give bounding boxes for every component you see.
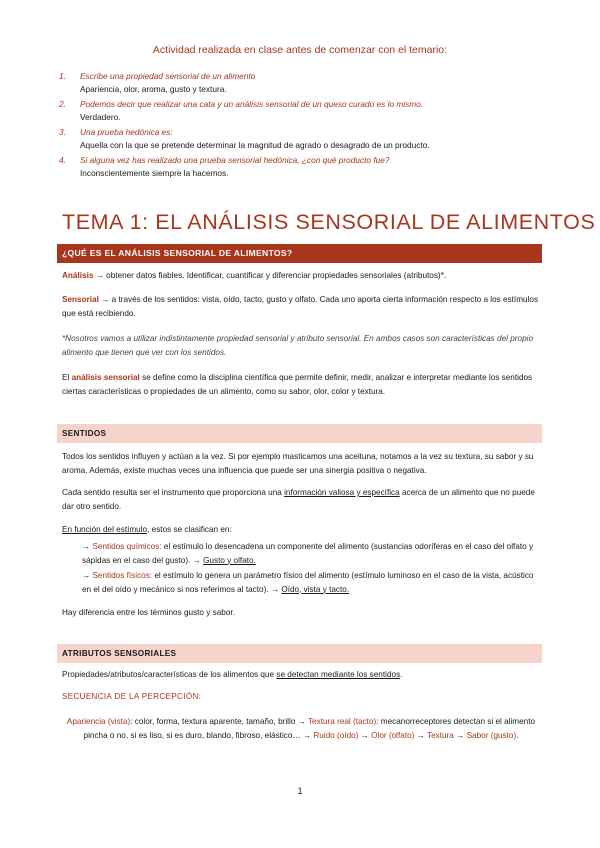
section-header-sentidos: SENTIDOS [57,424,542,443]
paragraph-sentidos-1: Todos los sentidos influyen y actúan a la vez. Si por ejemplo masticamos una aceituna, notamos a la vez su textura, su sabor y su aroma. Además, existe muchas veces una influencia que puede ser una sinergia positiva o negativa. [62,452,534,475]
clasificacion-line: En función del estímulo, estos se clasifican en: [62,525,232,534]
paragraph-atributos: Propiedades/atributos/características de los alimentos que se detectan mediante los sentidos. [62,670,403,679]
arrow-icon: → [82,542,93,551]
arrow-icon: → [82,571,93,580]
secuencia-heading: SECUENCIA DE LA PERCEPCIÓN: [62,692,202,701]
list-item-quimicos: → Sentidos químicos: el estímulo lo desencadena un componente del alimento (sustancias odoríferas en el caso del olfato y sápidas en el caso del gusto). → Gusto y olfato. [82,542,534,565]
paragraph-analisis: Análisis → obtener datos fiables. Identificar, cuantificar y diferenciar propiedades sensoriales (atributos)*. [62,271,447,280]
secuencia-percepcion: Apariencia (vista): color, forma, textura aparente, tamaño, brillo → Textura real (tacto): mecanorreceptores detectan si el alimento pincha o no, si es liso, si es duro, blando, fibroso, elástico… → Ruido (oído) → Olor (olfato) → Textura → Sabor (gusto). [66,717,536,740]
question-item: 3. Una prueba hedónica es: Aquella con la que se pretende determinar la magnitud de agrado o desagrado de un producto. [59,127,430,150]
paragraph-gusto-sabor: Hay diferencia entre los términos gusto y sabor. [62,608,235,617]
page-title: TEMA 1: EL ANÁLISIS SENSORIAL DE ALIMENTOS [62,210,596,234]
list-item-fisicos: → Sentidos físicos: el estímulo lo genera un parámetro físico del alimento (estímulo luminoso en el caso de la vista, acústico en el del oído y mecánico si nos referimos al tacto). → Oído, vista y tacto. [82,571,534,594]
note-paragraph: *Nosotros vamos a utilizar indistintamente propiedad sensorial y atributo sensorial. En ambos casos son características del propio alimento que tienen que ver con los sentidos. [62,334,534,357]
section-header-analisis: ¿QUÉ ES EL ANÁLISIS SENSORIAL DE ALIMENTOS? [57,244,542,263]
page-number: 1 [297,786,303,796]
paragraph-sensorial: Sensorial → a través de los sentidos: vista, oído, tacto, gusto y olfato. Cada uno aporta cierta información respecto a los estímulos que está recibiendo. [62,295,539,318]
intro-title: Actividad realizada en clase antes de comenzar con el temario: [152,44,448,56]
paragraph-sentidos-2: Cada sentido resulta ser el instrumento que proporciona una información valiosa y específica acerca de un alimento que no puede dar otro sentido. [62,488,535,511]
definition-paragraph: El análisis sensorial se define como la disciplina científica que permite definir, medir, analizar e interpretar mediante los sentidos ciertas características o propiedades de un alimento, como su sabor, olor, color y textura. [62,373,533,396]
section-header-atributos: ATRIBUTOS SENSORIALES [57,644,542,663]
question-item: 4. Si alguna vez has realizado una prueba sensorial hedónica, ¿con qué producto fue? Inconscientemente siempre la hacemos. [59,155,390,178]
question-item: 1. Escribe una propiedad sensorial de un alimento Apariencia, olor, aroma, gusto y textura. [59,71,256,94]
question-item: 2. Podemos decir que realizar una cata y un análisis sensorial de un queso curado es lo mismo. Verdadero. [59,99,424,122]
